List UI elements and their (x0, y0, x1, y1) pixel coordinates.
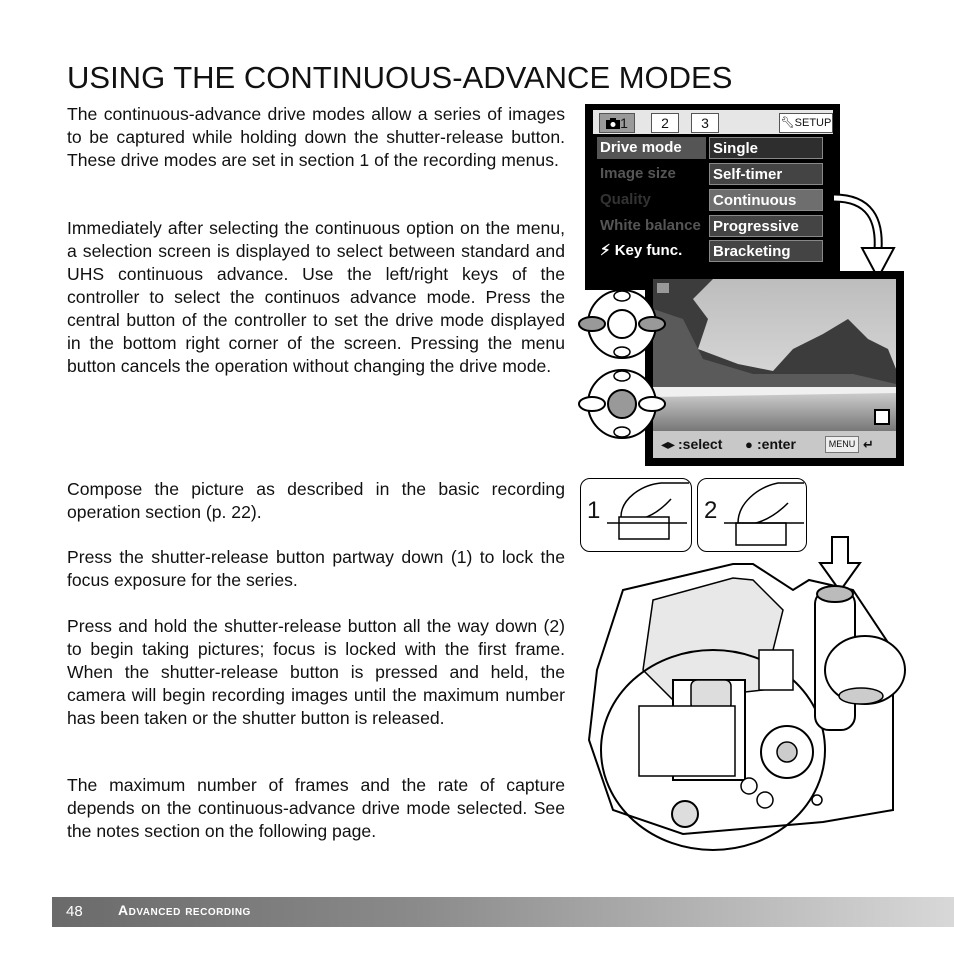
shutter-step-2-box (697, 478, 807, 552)
menu-label: Quality (600, 191, 651, 208)
maximum-paragraph (67, 774, 565, 843)
flash-icon: ⚡︎ (600, 242, 611, 259)
paragraph-4: Press the shutter-release button partway down (1) to lock the focus exposure for the series. (67, 547, 565, 590)
shutter-step-1-box (580, 478, 692, 552)
select-hint: :select (678, 436, 723, 452)
paragraph-2: Immediately after selecting the continuous option on the menu, a selection screen is displayed to select between standard and UHS continuous advance. Use the left/right keys of the controller to select the continuos advance mode. Press the central button of the controller to set the drive mode displayed in the bottom right corner of the screen. Pressing the menu button cancels the operation without changing the drive mode. (67, 218, 565, 376)
option-single[interactable]: Single (709, 137, 823, 159)
menu-row-white-balance[interactable] (595, 215, 825, 239)
wrench-icon: 🔧︎ (780, 117, 795, 129)
camera-illustration (583, 560, 915, 860)
option-progressive[interactable]: Progressive (709, 215, 823, 237)
menu-row-key-func[interactable] (595, 240, 825, 264)
menu-tab-bar (593, 110, 833, 134)
enter-hint: :enter (757, 436, 796, 452)
key-func-label: Key func. (614, 242, 683, 259)
step-2-label: 2 (704, 497, 718, 524)
selection-paragraph (67, 217, 565, 378)
menu-label: Image size (600, 165, 676, 182)
menu-button-label[interactable]: MENU (825, 436, 859, 453)
compose-paragraph (67, 478, 565, 524)
tab-2[interactable] (651, 113, 679, 133)
menu-row-drive-mode[interactable] (595, 137, 825, 161)
finger-half-press-icon (601, 479, 689, 549)
paragraph-5: Press and hold the shutter-release button all the way down (2) to begin taking pictures; focus is locked with the first frame. When the shutter-release button is pressed and held, the camera will begin recording images until the maximum number has been taken or the shutter button is released. (67, 616, 565, 728)
menu-row-quality[interactable] (595, 189, 825, 213)
paragraph-6: The maximum number of frames and the rate of capture depends on the continuous-advance drive mode selected. See the notes section on the following page. (67, 775, 565, 841)
menu-label (597, 240, 706, 262)
controller-diagrams (578, 288, 668, 448)
camera-icon (606, 118, 620, 129)
option-bracketing[interactable]: Bracketing (709, 240, 823, 262)
page-number: 48 (66, 903, 83, 920)
continuous-selection-screen (645, 271, 904, 466)
footer-bar (52, 897, 954, 927)
hold-paragraph (67, 615, 565, 730)
return-icon: ↵ (863, 437, 874, 452)
tab-1-label: 1 (620, 115, 628, 131)
recording-menu-screen (585, 104, 840, 290)
continuous-drive-icon (874, 409, 890, 425)
partway-paragraph (67, 546, 565, 592)
tab-setup-label: SETUP (794, 117, 832, 129)
center-button-icon: ● (745, 437, 753, 452)
tab-3-label: 3 (701, 115, 709, 131)
menu-label: White balance (600, 217, 701, 234)
paragraph-1: The continuous-advance drive modes allow a series of images to be captured while holding down the shutter-release button. These drive modes are set in section 1 of the recording menus. (67, 104, 565, 170)
tab-2-label: 2 (661, 115, 669, 131)
menu-row-image-size[interactable] (595, 163, 825, 187)
option-self-timer[interactable]: Self-timer (709, 163, 823, 185)
finger-full-press-icon (718, 479, 804, 549)
paragraph-3: Compose the picture as described in the basic recording operation section (p. 22). (67, 479, 565, 522)
option-continuous[interactable]: Continuous (709, 189, 823, 211)
tab-setup[interactable] (779, 113, 833, 133)
tab-3[interactable] (691, 113, 719, 133)
selection-status-bar (653, 431, 896, 458)
tab-1[interactable] (599, 113, 635, 133)
intro-paragraph (67, 103, 565, 172)
controller-center-icon (579, 370, 665, 438)
menu-label: Drive mode (597, 137, 706, 159)
left-right-arrow-icon: ◂▸ (661, 436, 676, 452)
landscape-photo (653, 279, 896, 431)
page-title: USING THE CONTINUOUS-ADVANCE MODES (67, 60, 733, 95)
step-1-label: 1 (587, 497, 601, 524)
section-title: Advanced recording (118, 902, 251, 918)
controller-left-right-icon (579, 290, 665, 358)
